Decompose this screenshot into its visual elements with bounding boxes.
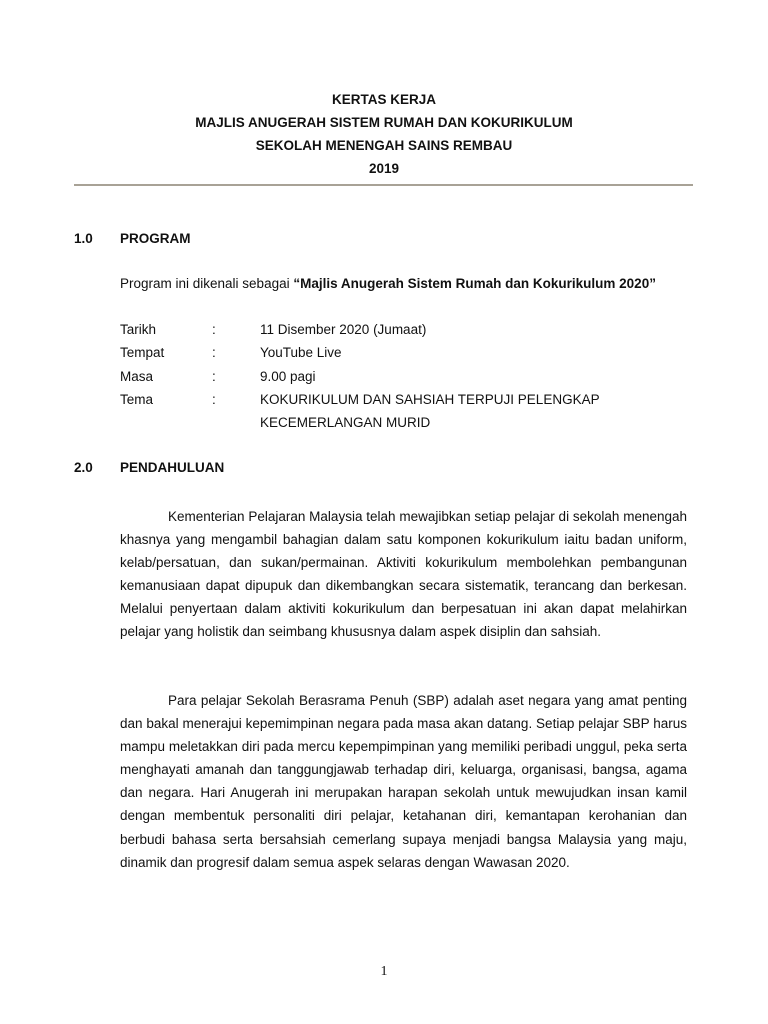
detail-label-tema: Tema (120, 392, 154, 407)
document-year: 2019 (368, 161, 400, 176)
section-2-number: 2.0 (74, 460, 93, 475)
paragraph-1: Kementerian Pelajaran Malaysia telah mewajibkan setiap pelajar di sekolah menengah khasnya yang mengambil bahagian dalam satu komponen kokurikulum iaitu badan uniform, kelab/persatuan, dan sukan/permainan. Aktiviti kokurikulum membolehkan pembangunan kemanusiaan dapat dipupuk dan dikembangkan secara sistematik, terancang dan berkesan. Melalui penyertaan dalam aktiviti kokurikulum dan berpesatuan ini akan dapat melahirkan pelajar yang holistik dan seimbang khususnya dalam aspek disiplin dan sahsiah. (120, 509, 687, 640)
detail-value-tarikh: 11 Disember 2020 (Jumaat) (260, 322, 427, 337)
school-name: SEKOLAH MENENGAH SAINS REMBAU (255, 138, 513, 153)
detail-label-masa: Masa (120, 369, 154, 384)
detail-colon: : (212, 322, 216, 337)
program-intro-text: Program ini dikenali sebagai (120, 276, 294, 291)
detail-label-tarikh: Tarikh (120, 322, 157, 337)
detail-value-tema-continued: KECEMERLANGAN MURID (260, 415, 431, 430)
detail-colon: : (212, 345, 216, 360)
section-1-title: PROGRAM (120, 231, 191, 246)
page-number: 1 (380, 964, 388, 979)
header-divider (74, 184, 693, 186)
detail-label-tempat: Tempat (120, 345, 165, 360)
detail-value-tema: KOKURIKULUM DAN SAHSIAH TERPUJI PELENGKAP (260, 392, 600, 407)
detail-colon: : (212, 392, 216, 407)
section-2-title: PENDAHULUAN (120, 460, 225, 475)
paragraph-2: Para pelajar Sekolah Berasrama Penuh (SBP) adalah aset negara yang amat penting dan bakal menerajui kepemimpinan negara pada masa akan datang. Setiap pelajar SBP harus mampu meletakkan diri pada mercu kepempimpinan yang memiliki peribadi unggul, peka serta menghayati amanah dan tanggungjawab terhadap diri, keluarga, organisasi, bangsa, agama dan negara. Hari Anugerah ini merupakan harapan sekolah untuk mewujudkan insan kamil dengan membentuk personaliti diri pelajar, ketahanan diri, kemantapan kerohanian dan berbudi bahasa serta bersahsiah cemerlang supaya menjadi bangsa Malaysia yang maju, dinamik dan progresif dalam semua aspek selaras dengan Wawasan 2020. (120, 693, 687, 870)
detail-value-tempat: YouTube Live (260, 345, 342, 360)
detail-colon: : (212, 369, 216, 384)
program-intro (120, 276, 656, 291)
program-name: “Majlis Anugerah Sistem Rumah dan Kokurikulum 2020” (293, 276, 656, 291)
document-title: KERTAS KERJA (331, 92, 436, 107)
section-1-number: 1.0 (74, 231, 93, 246)
document-subtitle: MAJLIS ANUGERAH SISTEM RUMAH DAN KOKURIKULUM (195, 115, 573, 130)
detail-value-masa: 9.00 pagi (260, 369, 316, 384)
